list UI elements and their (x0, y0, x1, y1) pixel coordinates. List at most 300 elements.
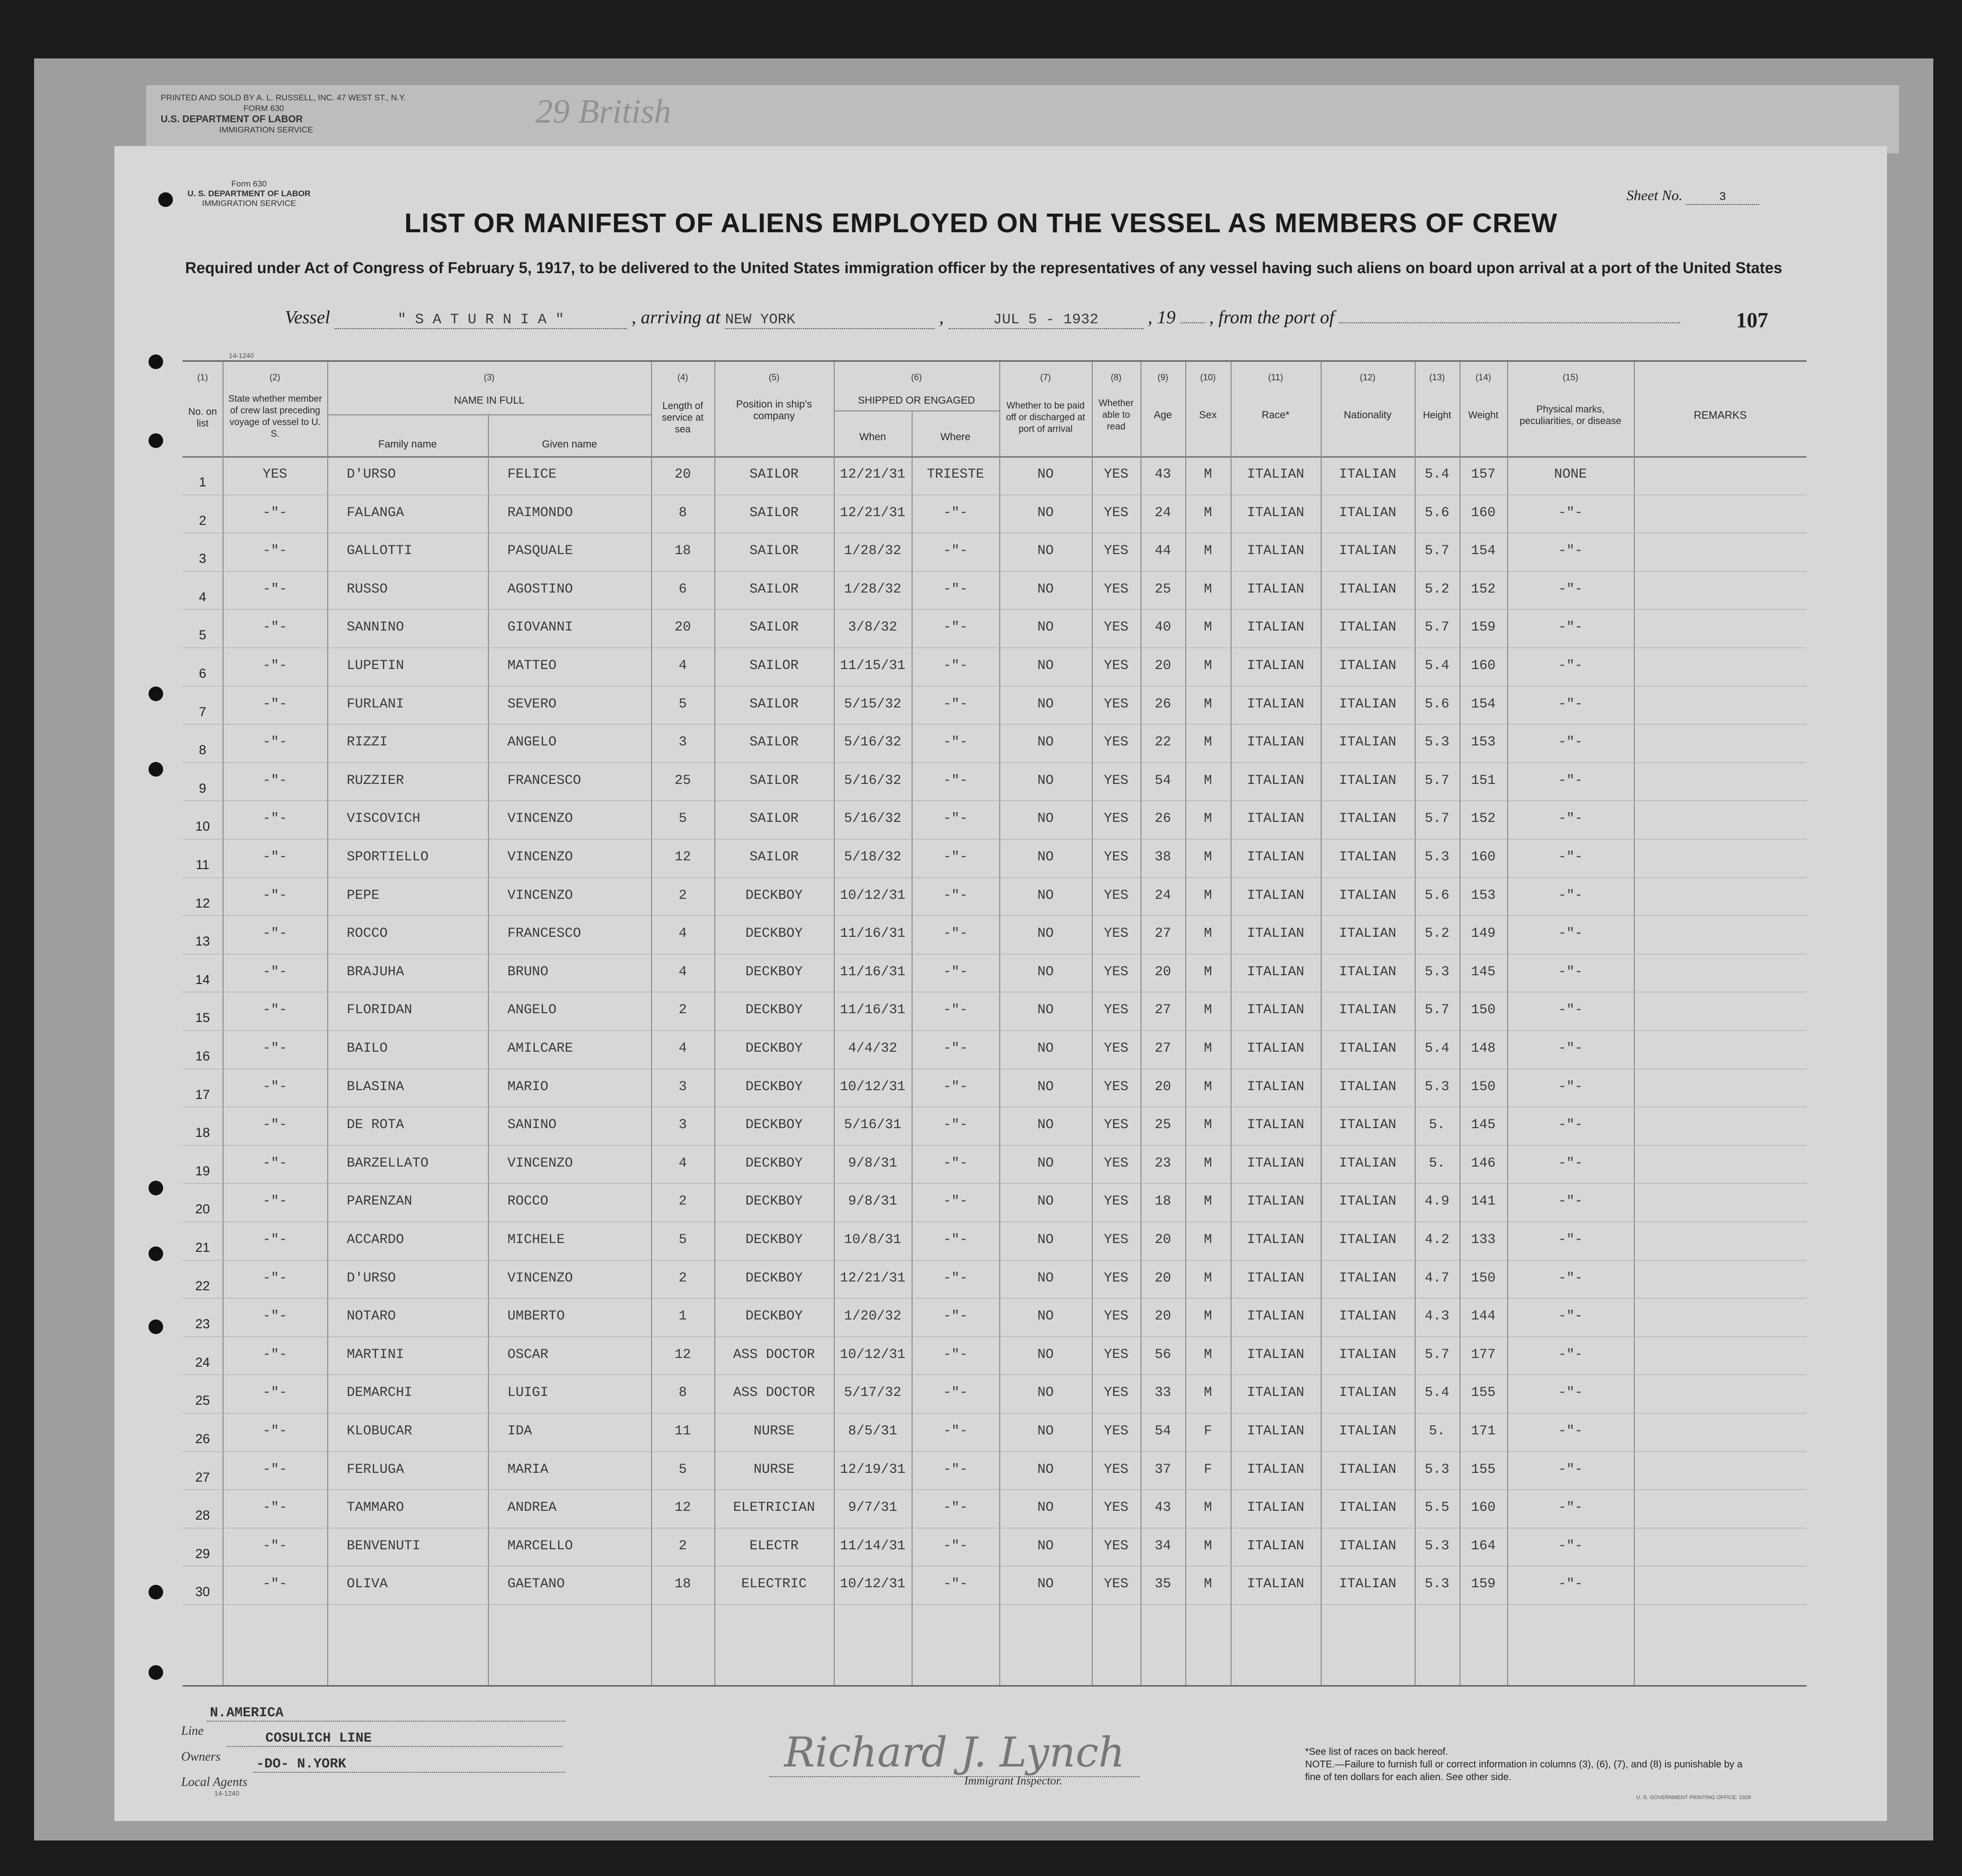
cell-given: AGOSTINO (507, 581, 573, 597)
col-12-number: (12) (1360, 372, 1376, 382)
col-race-header: Race* (1261, 409, 1290, 421)
cell-service: 8 (678, 1385, 687, 1401)
header-subdivider (912, 410, 913, 456)
cell-nationality: ITALIAN (1339, 1347, 1397, 1362)
printer-imprint: U. S. GOVERNMENT PRINTING OFFICE: 1926 (1636, 1795, 1751, 1801)
cell-when: 10/12/31 (840, 1347, 906, 1362)
cell-marks: -"- (1558, 505, 1583, 520)
col-remarks-header: REMARKS (1694, 409, 1747, 421)
cell-no: 14 (195, 972, 210, 987)
cell-sex: M (1204, 467, 1212, 482)
cell-prev: -"- (262, 1500, 287, 1516)
cell-paid-off: NO (1037, 811, 1054, 827)
cell-age: 33 (1155, 1385, 1171, 1401)
cell-where: -"- (943, 1309, 968, 1324)
cell-prev: -"- (262, 543, 287, 559)
owners-label: Owners (181, 1749, 221, 1764)
cell-marks: -"- (1558, 1041, 1583, 1056)
document-subtitle: Required under Act of Congress of February 5, 1917, to be delivered to the United States immigration officer by the representatives of any vessel having such aliens on board upon arrival at a port of the United States (185, 259, 1782, 277)
punch-hole (149, 1181, 163, 1195)
cell-nationality: ITALIAN (1339, 964, 1397, 980)
cell-service: 5 (678, 696, 687, 712)
cell-prev: -"- (262, 811, 287, 827)
cell-marks: -"- (1558, 1194, 1583, 1209)
cell-position: DECKBOY (745, 1117, 803, 1133)
cell-height: 4.7 (1424, 1270, 1450, 1286)
cell-paid-off: NO (1037, 1194, 1054, 1209)
punch-hole (149, 1585, 163, 1599)
cell-where: -"- (943, 1155, 968, 1171)
cell-position: ASS DOCTOR (733, 1347, 815, 1362)
cell-read: YES (1103, 1424, 1129, 1439)
cell-read: YES (1103, 1194, 1129, 1209)
cell-where: -"- (943, 850, 968, 865)
cell-prev: -"- (262, 581, 287, 597)
cell-prev: -"- (262, 888, 287, 903)
col-11-number: (11) (1268, 372, 1283, 382)
cell-where: -"- (943, 1079, 968, 1095)
cell-weight: 160 (1471, 505, 1496, 520)
cell-read: YES (1103, 1270, 1129, 1286)
col-nationality-header: Nationality (1344, 409, 1392, 421)
cell-age: 43 (1155, 467, 1171, 482)
cell-service: 2 (678, 1194, 687, 1209)
cell-where: -"- (943, 888, 968, 903)
cell-marks: -"- (1558, 811, 1583, 827)
punch-hole (149, 1319, 163, 1334)
cell-service: 2 (678, 1003, 687, 1018)
cell-prev: -"- (262, 735, 287, 750)
cell-prev: -"- (262, 658, 287, 673)
cell-where: -"- (943, 1385, 968, 1401)
cell-service: 12 (674, 1500, 691, 1516)
cell-nationality: ITALIAN (1339, 1424, 1397, 1439)
cell-where: -"- (943, 620, 968, 635)
cell-when: 5/16/32 (844, 811, 901, 827)
cell-age: 20 (1155, 1079, 1171, 1095)
cell-where: -"- (943, 735, 968, 750)
cell-marks: -"- (1558, 543, 1583, 559)
cell-service: 4 (678, 1155, 687, 1171)
cell-when: 12/19/31 (840, 1462, 906, 1477)
cell-weight: 157 (1471, 467, 1496, 482)
cell-race: ITALIAN (1247, 888, 1305, 903)
cell-when: 11/16/31 (840, 964, 906, 980)
cell-prev: -"- (262, 696, 287, 712)
cell-family: LUPETIN (347, 658, 404, 673)
table-row (183, 571, 1807, 610)
cell-position: ELECTR (749, 1538, 799, 1554)
cell-nationality: ITALIAN (1339, 1538, 1397, 1554)
cell-service: 1 (678, 1309, 687, 1324)
cell-weight: 141 (1471, 1194, 1496, 1209)
cell-sex: M (1204, 1155, 1212, 1171)
cell-service: 5 (678, 811, 687, 827)
cell-marks: -"- (1558, 581, 1583, 597)
cell-given: MICHELE (507, 1232, 565, 1247)
punch-hole (158, 192, 173, 207)
cell-weight: 146 (1471, 1155, 1496, 1171)
cell-race: ITALIAN (1247, 1500, 1305, 1516)
cell-sex: M (1204, 1232, 1212, 1247)
col-weight-header: Weight (1468, 410, 1498, 421)
cell-family: BAILO (347, 1041, 388, 1056)
cell-position: DECKBOY (745, 1003, 803, 1018)
line-label: Line (181, 1724, 204, 1738)
table-row (183, 1374, 1807, 1413)
cell-where: -"- (943, 505, 968, 520)
cell-family: BLASINA (347, 1079, 404, 1095)
cell-service: 2 (678, 1538, 687, 1554)
cell-given: BRUNO (507, 964, 549, 980)
cell-no: 5 (199, 628, 206, 643)
cell-height: 5.4 (1424, 1385, 1450, 1401)
col-5-number: (5) (768, 372, 780, 382)
cell-service: 4 (678, 926, 687, 942)
cell-sex: M (1204, 1347, 1212, 1362)
cell-height: 5.3 (1424, 964, 1450, 980)
cell-paid-off: NO (1037, 926, 1054, 942)
col-when-header: When (859, 431, 886, 443)
col-height-header: Height (1423, 410, 1451, 421)
cell-family: RIZZI (347, 735, 388, 750)
col-sex-header: Sex (1199, 409, 1217, 421)
cell-height: 5.7 (1424, 543, 1450, 559)
cell-position: NURSE (753, 1462, 795, 1477)
cell-height: 5.7 (1424, 1347, 1450, 1362)
cell-given: IDA (507, 1424, 532, 1439)
cell-prev: -"- (262, 1232, 287, 1247)
cell-position: DECKBOY (745, 964, 803, 980)
cell-race: ITALIAN (1247, 850, 1305, 865)
cell-marks: -"- (1558, 850, 1583, 865)
cell-paid-off: NO (1037, 850, 1054, 865)
cell-weight: 153 (1471, 888, 1496, 903)
col-15-number: (15) (1562, 372, 1578, 382)
cell-service: 3 (678, 735, 687, 750)
cell-height: 5.6 (1424, 696, 1450, 712)
cell-sex: M (1204, 926, 1212, 942)
cell-prev: -"- (262, 1424, 287, 1439)
cell-no: 2 (199, 513, 206, 528)
cell-age: 25 (1155, 1117, 1171, 1133)
cell-service: 6 (678, 581, 687, 597)
table-row (183, 1298, 1807, 1337)
cell-family: BENVENUTI (347, 1538, 421, 1554)
cell-family: SANNINO (347, 620, 404, 635)
cell-height: 5.4 (1424, 467, 1450, 482)
col-family-header: Family name (378, 439, 437, 450)
cell-race: ITALIAN (1247, 1385, 1305, 1401)
cell-given: VINCENZO (507, 811, 573, 827)
cell-marks: -"- (1558, 964, 1583, 980)
sheet-number-value: 3 (1686, 191, 1759, 205)
cell-family: PARENZAN (347, 1194, 412, 1209)
cell-sex: M (1204, 1500, 1212, 1516)
cell-family: MARTINI (347, 1347, 404, 1362)
cell-nationality: ITALIAN (1339, 811, 1397, 827)
cell-weight: 152 (1471, 811, 1496, 827)
cell-family: ROCCO (347, 926, 388, 942)
cell-nationality: ITALIAN (1339, 888, 1397, 903)
cell-no: 7 (199, 704, 206, 719)
cell-marks: -"- (1558, 1155, 1583, 1171)
cell-weight: 171 (1471, 1424, 1496, 1439)
cell-where: -"- (943, 1041, 968, 1056)
cell-when: 12/21/31 (840, 467, 906, 482)
cell-read: YES (1103, 888, 1129, 903)
cell-age: 56 (1155, 1347, 1171, 1362)
cell-family: FERLUGA (347, 1462, 404, 1477)
cell-race: ITALIAN (1247, 467, 1305, 482)
cell-read: YES (1103, 696, 1129, 712)
cell-when: 5/16/31 (844, 1117, 901, 1133)
cell-sex: F (1204, 1424, 1212, 1439)
table-row (183, 1337, 1807, 1375)
cell-position: SAILOR (749, 581, 799, 597)
table-row (183, 724, 1807, 762)
cell-no: 3 (199, 551, 206, 566)
cell-family: PEPE (347, 888, 380, 903)
cell-marks: -"- (1558, 1309, 1583, 1324)
cell-read: YES (1103, 1385, 1129, 1401)
cell-weight: 159 (1471, 620, 1496, 635)
penalty-note: NOTE.—Failure to furnish full or correct information in columns (3), (6), (7), and (8) is punishable by a fine of ten dollars for each alien. See other side. (1305, 1759, 1743, 1783)
cell-prev: -"- (262, 926, 287, 942)
cell-prev: -"- (262, 964, 287, 980)
back-form: FORM 630 (243, 104, 284, 113)
cell-family: RUSSO (347, 581, 388, 597)
cell-paid-off: NO (1037, 1003, 1054, 1018)
col-2-number: (2) (269, 372, 280, 382)
cell-weight: 177 (1471, 1347, 1496, 1362)
cell-service: 2 (678, 888, 687, 903)
cell-paid-off: NO (1037, 467, 1054, 482)
cell-read: YES (1103, 658, 1129, 673)
cell-paid-off: NO (1037, 1232, 1054, 1247)
agents-code: 14-1240 (214, 1789, 240, 1797)
cell-when: 8/5/31 (848, 1424, 897, 1439)
cell-paid-off: NO (1037, 735, 1054, 750)
cell-position: ASS DOCTOR (733, 1385, 815, 1401)
cell-race: ITALIAN (1247, 1155, 1305, 1171)
cell-nationality: ITALIAN (1339, 773, 1397, 788)
cell-weight: 159 (1471, 1577, 1496, 1592)
cell-given: RAIMONDO (507, 505, 573, 520)
cell-height: 5.2 (1424, 581, 1450, 597)
cell-race: ITALIAN (1247, 1424, 1305, 1439)
col-10-number: (10) (1200, 372, 1216, 382)
cell-given: FELICE (507, 467, 557, 482)
cell-marks: -"- (1558, 696, 1583, 712)
cell-paid-off: NO (1037, 1500, 1054, 1516)
cell-marks: -"- (1558, 1232, 1583, 1247)
table-row (183, 1451, 1807, 1490)
cell-marks: -"- (1558, 735, 1583, 750)
cell-where: -"- (943, 1270, 968, 1286)
cell-where: -"- (943, 1117, 968, 1133)
cell-race: ITALIAN (1247, 1194, 1305, 1209)
cell-where: TRIESTE (927, 467, 984, 482)
cell-marks: -"- (1558, 620, 1583, 635)
cell-where: -"- (943, 543, 968, 559)
cell-no: 30 (195, 1584, 210, 1599)
cell-when: 9/8/31 (848, 1194, 897, 1209)
cell-when: 11/16/31 (840, 1003, 906, 1018)
cell-sex: M (1204, 1041, 1212, 1056)
cell-height: 5. (1429, 1424, 1445, 1439)
cell-when: 11/15/31 (840, 658, 906, 673)
cell-sex: M (1204, 1309, 1212, 1324)
table-row (183, 839, 1807, 877)
cell-when: 12/21/31 (840, 1270, 906, 1286)
cell-when: 11/14/31 (840, 1538, 906, 1554)
cell-height: 5.2 (1424, 926, 1450, 942)
cell-race: ITALIAN (1247, 735, 1305, 750)
cell-nationality: ITALIAN (1339, 1232, 1397, 1247)
cell-age: 20 (1155, 964, 1171, 980)
cell-weight: 155 (1471, 1385, 1496, 1401)
cell-age: 26 (1155, 696, 1171, 712)
cell-when: 5/17/32 (844, 1385, 901, 1401)
back-handwriting: 29 British (536, 93, 672, 130)
cell-service: 25 (674, 773, 691, 788)
cell-paid-off: NO (1037, 964, 1054, 980)
cell-weight: 145 (1471, 1117, 1496, 1133)
cell-service: 5 (678, 1232, 687, 1247)
cell-nationality: ITALIAN (1339, 1577, 1397, 1592)
cell-height: 5.6 (1424, 505, 1450, 520)
cell-weight: 155 (1471, 1462, 1496, 1477)
back-service: IMMIGRATION SERVICE (219, 125, 314, 134)
cell-height: 5.3 (1424, 850, 1450, 865)
cell-sex: M (1204, 1003, 1212, 1018)
cell-age: 20 (1155, 1232, 1171, 1247)
cell-sex: M (1204, 735, 1212, 750)
cell-weight: 152 (1471, 581, 1496, 597)
cell-race: ITALIAN (1247, 1577, 1305, 1592)
cell-race: ITALIAN (1247, 658, 1305, 673)
cell-nationality: ITALIAN (1339, 1041, 1397, 1056)
cell-sex: M (1204, 1194, 1212, 1209)
cell-race: ITALIAN (1247, 926, 1305, 942)
cell-race: ITALIAN (1247, 1117, 1305, 1133)
col-prev-header: State whether member of crew last preceding voyage of vessel to U. S. (228, 394, 322, 439)
cell-weight: 149 (1471, 926, 1496, 942)
cell-paid-off: NO (1037, 1347, 1054, 1362)
cell-no: 22 (195, 1278, 210, 1293)
cell-given: ROCCO (507, 1194, 549, 1209)
cell-given: VINCENZO (507, 1155, 573, 1171)
cell-where: -"- (943, 926, 968, 942)
cell-age: 27 (1155, 1003, 1171, 1018)
cell-position: SAILOR (749, 735, 799, 750)
cell-marks: -"- (1558, 1003, 1583, 1018)
cell-prev: -"- (262, 1462, 287, 1477)
cell-sex: M (1204, 1270, 1212, 1286)
cell-sex: M (1204, 1117, 1212, 1133)
cell-given: VINCENZO (507, 850, 573, 865)
cell-sex: M (1204, 811, 1212, 827)
cell-no: 18 (195, 1125, 210, 1140)
cell-given: FRANCESCO (507, 926, 581, 942)
cell-given: OSCAR (507, 1347, 549, 1362)
cell-when: 5/16/32 (844, 735, 901, 750)
cell-paid-off: NO (1037, 888, 1054, 903)
col-paid-header: Whether to be paid off or discharged at port of arrival (1006, 401, 1085, 434)
cell-no: 28 (195, 1508, 210, 1523)
cell-age: 54 (1155, 773, 1171, 788)
punch-hole (149, 433, 163, 448)
cell-family: SPORTIELLO (347, 850, 429, 865)
cell-no: 8 (199, 743, 206, 758)
cell-weight: 151 (1471, 773, 1496, 788)
cell-marks: -"- (1558, 1500, 1583, 1516)
cell-nationality: ITALIAN (1339, 620, 1397, 635)
cell-position: DECKBOY (745, 1270, 803, 1286)
cell-weight: 160 (1471, 1500, 1496, 1516)
cell-nationality: ITALIAN (1339, 1079, 1397, 1095)
cell-family: BARZELLATO (347, 1155, 429, 1171)
cell-marks: -"- (1558, 1347, 1583, 1362)
cell-marks: -"- (1558, 773, 1583, 788)
cell-read: YES (1103, 1155, 1129, 1171)
cell-paid-off: NO (1037, 1462, 1054, 1477)
cell-nationality: ITALIAN (1339, 658, 1397, 673)
cell-read: YES (1103, 581, 1129, 597)
cell-where: -"- (943, 773, 968, 788)
cell-weight: 153 (1471, 735, 1496, 750)
cell-weight: 133 (1471, 1232, 1496, 1247)
cell-marks: -"- (1558, 1079, 1583, 1095)
cell-height: 4.2 (1424, 1232, 1450, 1247)
cell-where: -"- (943, 1538, 968, 1554)
line-value: N.AMERICA (207, 1706, 565, 1722)
cell-where: -"- (943, 696, 968, 712)
cell-prev: -"- (262, 850, 287, 865)
cell-paid-off: NO (1037, 1117, 1054, 1133)
cell-sex: M (1204, 505, 1212, 520)
cell-read: YES (1103, 926, 1129, 942)
cell-read: YES (1103, 964, 1129, 980)
cell-family: RUZZIER (347, 773, 404, 788)
cell-position: SAILOR (749, 658, 799, 673)
table-row (183, 992, 1807, 1030)
col-3-number: (3) (484, 372, 495, 382)
form-number: Form 630 (231, 179, 267, 188)
cell-age: 34 (1155, 1538, 1171, 1554)
cell-age: 40 (1155, 620, 1171, 635)
cell-no: 11 (195, 857, 210, 872)
cell-position: SAILOR (749, 850, 799, 865)
cell-sex: M (1204, 964, 1212, 980)
cell-where: -"- (943, 1462, 968, 1477)
cell-when: 1/28/32 (844, 543, 901, 559)
cell-family: TAMMARO (347, 1500, 404, 1516)
cell-prev: YES (262, 467, 287, 482)
cell-age: 54 (1155, 1424, 1171, 1439)
cell-prev: -"- (262, 773, 287, 788)
cell-position: DECKBOY (745, 1194, 803, 1209)
cell-service: 12 (674, 850, 691, 865)
cell-race: ITALIAN (1247, 1232, 1305, 1247)
cell-marks: -"- (1558, 1538, 1583, 1554)
cell-position: DECKBOY (745, 1041, 803, 1056)
cell-height: 5.4 (1424, 1041, 1450, 1056)
cell-service: 12 (674, 1347, 691, 1362)
cell-age: 43 (1155, 1500, 1171, 1516)
cell-race: ITALIAN (1247, 1079, 1305, 1095)
